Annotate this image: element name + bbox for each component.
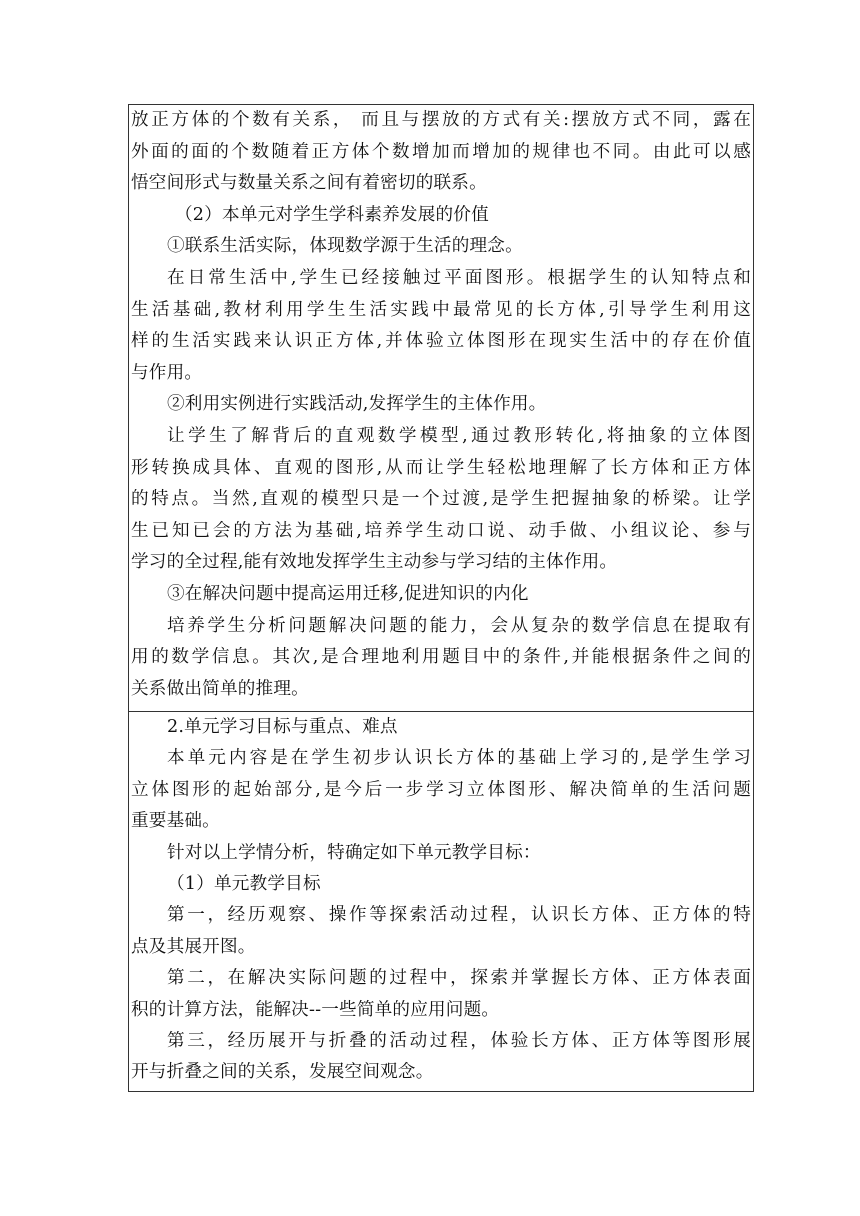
text-line: 重要基础。 xyxy=(131,811,220,832)
text-line: 第一，经历观察、操作等探索活动过程，认识长方体、正方体的特 xyxy=(167,905,751,926)
text-line: 放正方体的个数有关系， 而且与摆放的方式有关:摆放方式不同，露在 xyxy=(131,110,751,130)
text-line: 与作用。 xyxy=(131,362,203,383)
section-subheading: （1）单元教学目标 xyxy=(167,873,321,894)
text-line: 立体图形的起始部分,是今后一步学习立体图形、解决简单的生活问题 xyxy=(131,779,751,800)
text-line: 培养学生分析问题解决问题的能力，会从复杂的数学信息在提取有 xyxy=(167,615,751,636)
text-line: 在日常生活中,学生已经接触过平面图形。根据学生的认知特点和 xyxy=(167,267,751,288)
text-line: 点及其展开图。 xyxy=(131,936,256,957)
text-line: 悟空间形式与数量关系之间有着密切的联系。 xyxy=(131,173,487,194)
section-subheading: ①联系生活实际，体现数学源于生活的理念。 xyxy=(167,236,523,257)
text-line: 积的计算方法，能解决--一些简单的应用问题。 xyxy=(131,999,500,1020)
text-line: 让学生了解背后的直观数学模型,通过教形转化,将抽象的立体图 xyxy=(167,425,751,446)
text-line: 关系做出简单的推理。 xyxy=(131,678,309,699)
text-line: 第二，在解决实际问题的过程中，探索并掌握长方体、正方体表面 xyxy=(167,968,751,989)
text-line: 学习的全过程,能有效地发挥学生主动参与学习结的主体作用。 xyxy=(131,552,618,573)
text-line: 的特点。当然,直观的模型只是一个过渡,是学生把握抽象的桥梁。让学 xyxy=(131,489,751,510)
section-heading: （2）本单元对学生学科素养发展的价值 xyxy=(175,204,489,225)
text-line: 生活基础,教材利用学生生活实践中最常见的长方体,引导学生利用这 xyxy=(131,299,751,320)
section-subheading: ②利用实例进行实践活动,发挥学生的主体作用。 xyxy=(167,394,547,415)
text-line: 开与折叠之间的关系，发展空间观念。 xyxy=(131,1062,434,1083)
text-line: 外面的面的个数随着正方体个数增加而增加的规律也不同。由此可以感 xyxy=(131,141,751,162)
text-line: 样的生活实践来认识正方体,并体验立体图形在现实生活中的存在价值 xyxy=(131,331,751,352)
section-subheading: ③在解决问题中提高运用迁移,促进知识的内化 xyxy=(167,583,529,604)
text-line: 本单元内容是在学生初步认识长方体的基础上学习的,是学生学习 xyxy=(167,748,751,769)
text-line: 用的数学信息。其次,是合理地利用题目中的条件,并能根据条件之间的 xyxy=(131,647,751,668)
text-line: 针对以上学情分析，特确定如下单元教学目标： xyxy=(167,842,541,863)
table-cell-unit-goals xyxy=(129,711,753,1091)
text-line: 第三，经历展开与折叠的活动过程，体验长方体、正方体等图形展 xyxy=(167,1030,751,1051)
table-cell-subject-value xyxy=(129,105,753,711)
text-line: 生已知已会的方法为基础,培养学生动口说、动手做、小组议论、参与 xyxy=(131,520,751,541)
content-table xyxy=(128,104,754,1092)
text-line: 形转换成具体、直观的图形,从而让学生轻松地理解了长方体和正方体 xyxy=(131,457,751,478)
section-heading: 2.单元学习目标与重点、难点 xyxy=(167,717,398,737)
